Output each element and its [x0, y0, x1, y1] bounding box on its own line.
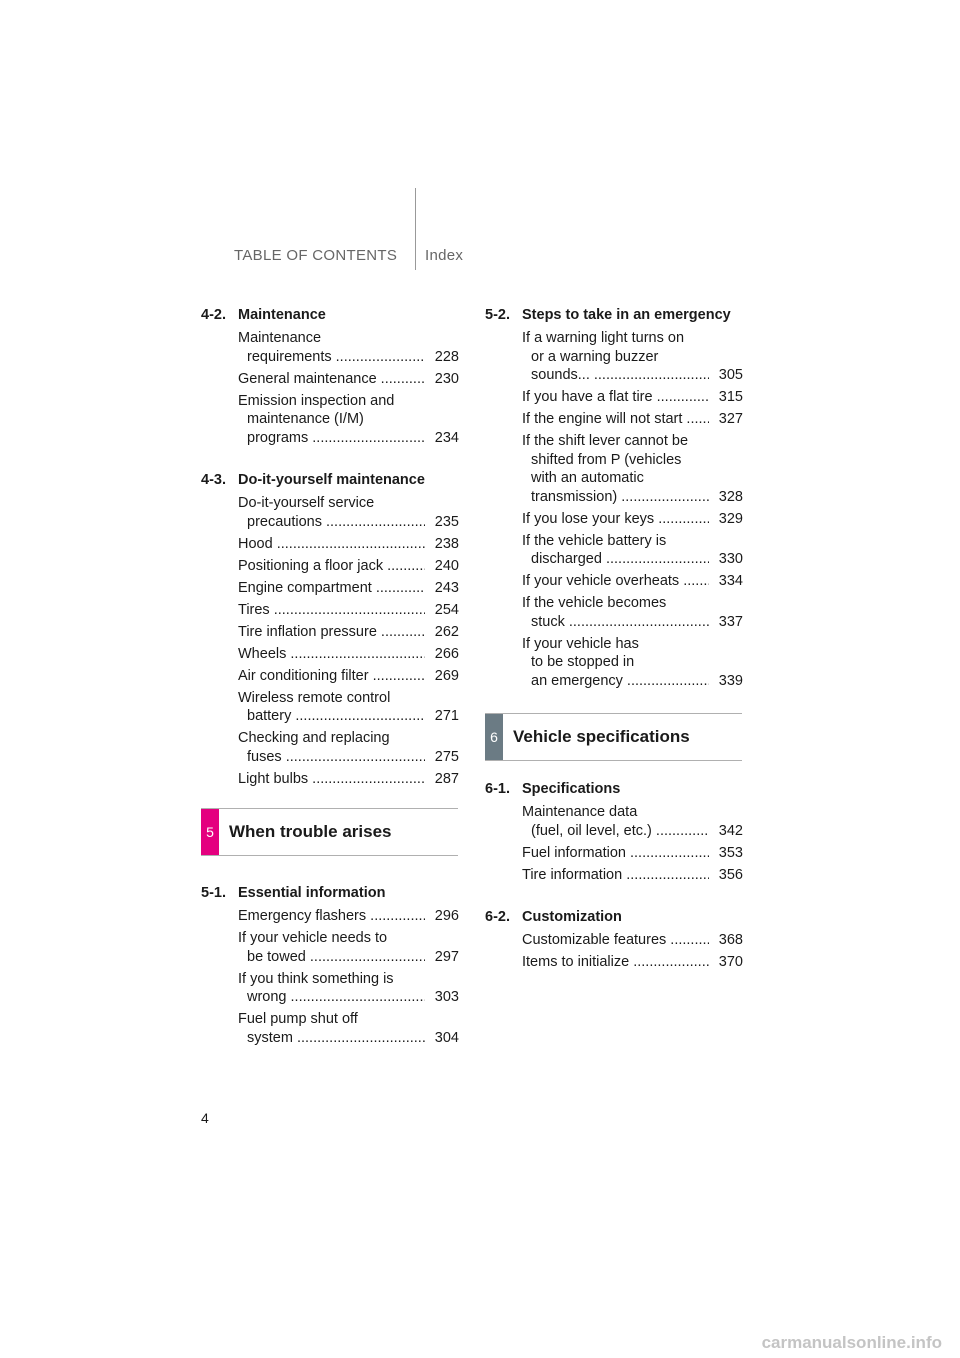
section-number: 4-2.	[201, 307, 226, 323]
entry-label-line: If your vehicle has	[522, 635, 639, 652]
toc-entry[interactable]	[522, 931, 743, 950]
toc-entry[interactable]	[238, 494, 459, 531]
section-title	[201, 471, 459, 489]
entry-label-line: If a warning light turns on	[522, 330, 685, 346]
entry-page-number: 305	[718, 367, 743, 383]
entry-label	[522, 803, 709, 840]
entry-page-number: 356	[718, 866, 743, 883]
entry-label	[522, 572, 709, 591]
toc-entry[interactable]	[238, 329, 459, 366]
entry-label-line: If the vehicle becomes	[522, 595, 667, 611]
entry-list	[485, 803, 743, 884]
nav-divider	[415, 188, 416, 270]
entry-label	[522, 931, 709, 950]
entry-label	[238, 535, 425, 554]
entry-label	[238, 645, 425, 664]
entry-label	[238, 494, 425, 531]
entry-label-line: If the shift lever cannot be	[522, 433, 689, 449]
entry-page-number: 271	[434, 708, 459, 724]
entry-page-number: 328	[718, 488, 743, 505]
entry-page-number: 275	[434, 748, 459, 765]
entry-label	[522, 953, 709, 972]
entry-page-number: 329	[718, 510, 743, 527]
entry-label	[522, 432, 709, 506]
entry-label	[522, 635, 709, 691]
toc-entry[interactable]	[238, 370, 459, 389]
entry-label	[238, 370, 425, 389]
section-number: 5-2.	[485, 307, 510, 323]
entry-label	[522, 844, 709, 863]
entry-label-line: wrong .....	[238, 988, 425, 1007]
entry-list	[485, 329, 743, 690]
section-title	[201, 884, 459, 902]
right-sections	[485, 306, 743, 690]
toc-entry[interactable]	[238, 729, 459, 766]
entry-page-number: 262	[434, 623, 459, 640]
entry-label	[238, 970, 425, 1007]
entry-label	[522, 329, 709, 385]
entry-label	[238, 392, 425, 448]
entry-label-line: Tires .....	[238, 601, 425, 620]
section-title-text: Steps to take in an emergency	[522, 307, 731, 323]
toc-entry[interactable]	[238, 557, 459, 576]
entry-label-line: discharged .....	[522, 550, 709, 569]
entry-label	[522, 510, 709, 529]
entry-label-line: or a warning buzzer	[531, 348, 659, 365]
section-number: 6-2.	[485, 909, 510, 925]
entry-page-number: 353	[718, 844, 743, 861]
entry-label	[238, 623, 425, 642]
entry-label-line: Checking and replacing	[238, 730, 390, 746]
entry-label-line: maintenance (I/M)	[247, 411, 364, 427]
entry-list	[201, 494, 459, 788]
entry-label	[522, 866, 709, 885]
entry-label-line: Wheels .....	[238, 645, 425, 664]
chapter-6-header[interactable]	[485, 713, 742, 761]
entry-page-number: 315	[718, 389, 743, 405]
entry-label-line: shifted from P (vehicles	[531, 451, 682, 468]
entry-label-line: If your vehicle overheats .....	[522, 572, 709, 591]
toc-entry[interactable]	[522, 866, 743, 885]
entry-label-line: to be stopped in	[531, 654, 635, 670]
entry-label	[522, 532, 709, 569]
entry-label-line: Tire inflation pressure .....	[238, 623, 425, 642]
entry-label-line: Do-it-yourself service	[238, 495, 375, 511]
entry-label-line: If you think something is	[238, 970, 394, 987]
entry-page-number: 228	[434, 348, 459, 365]
entry-page-number: 303	[434, 989, 459, 1005]
entry-label	[522, 410, 709, 429]
toc-entry[interactable]	[238, 689, 459, 726]
chapter-6-tab: 6	[485, 714, 503, 760]
entry-label-line: requirements .....	[238, 348, 425, 367]
entry-label-line: (fuel, oil level, etc.) .....	[522, 822, 709, 841]
entry-page-number: 330	[718, 551, 743, 567]
chapter-6-title: Vehicle specifications	[513, 727, 690, 746]
entry-page-number: 235	[434, 513, 459, 530]
index-link[interactable]: Index	[425, 247, 464, 264]
entry-label-line: an emergency .....	[522, 672, 709, 691]
entry-label-line: Items to initialize .....	[522, 953, 709, 972]
toc-entry[interactable]	[522, 432, 743, 506]
section-title-text: Customization	[522, 909, 622, 925]
entry-page-number: 337	[718, 613, 743, 630]
entry-label-line: Emergency flashers .....	[238, 907, 425, 926]
entry-label-line: If you lose your keys .....	[522, 510, 709, 529]
entry-label-line: If you have a flat tire .....	[522, 388, 709, 407]
toc-entry[interactable]	[238, 535, 459, 554]
toc-entry[interactable]	[238, 770, 459, 789]
entry-page-number: 240	[434, 557, 459, 574]
toc-entry[interactable]	[522, 594, 743, 631]
entry-label-line: Tire information .....	[522, 866, 709, 885]
section-title	[485, 780, 743, 798]
toc-section	[485, 780, 743, 884]
entry-label	[238, 689, 425, 726]
entry-label	[238, 729, 425, 766]
nav-toc	[234, 247, 397, 267]
toc-entry[interactable]	[522, 953, 743, 972]
entry-page-number: 334	[718, 573, 743, 589]
entry-label-line: transmission) .....	[522, 488, 709, 507]
toc-entry[interactable]	[522, 329, 743, 385]
toc-entry[interactable]	[238, 1010, 459, 1047]
entry-label-line: Fuel pump shut off	[238, 1011, 358, 1027]
section-number: 4-3.	[201, 472, 226, 488]
entry-label-line: Light bulbs .....	[238, 770, 425, 789]
page-number: 4	[201, 1110, 209, 1126]
toc-entry[interactable]	[238, 970, 459, 1007]
toc-entry[interactable]	[522, 410, 743, 429]
nav-index	[425, 247, 463, 267]
entry-label-line: Hood .....	[238, 535, 425, 554]
watermark: carmanualsonline.info	[761, 1333, 942, 1352]
section-title-text: Do-it-yourself maintenance	[238, 472, 425, 488]
chapter-5-header[interactable]	[201, 808, 458, 856]
toc-entry[interactable]	[522, 844, 743, 863]
entry-label-line: Maintenance data	[522, 804, 638, 820]
entry-label-line: be towed .....	[238, 948, 425, 967]
section-number: 5-1.	[201, 885, 226, 901]
entry-label	[238, 929, 425, 966]
toc-entry[interactable]	[522, 803, 743, 840]
toc-entry[interactable]	[238, 929, 459, 966]
entry-list	[201, 329, 459, 447]
entry-page-number: 254	[434, 601, 459, 618]
entry-label-line: Customizable features .....	[522, 931, 709, 950]
section-title	[201, 306, 459, 324]
toc-section	[201, 471, 459, 788]
entry-label-line: If the engine will not start .....	[522, 410, 709, 429]
entry-label-line: sounds... .....	[522, 366, 709, 385]
toc-entry[interactable]	[238, 907, 459, 926]
entry-page-number: 234	[434, 429, 459, 446]
toc-entry[interactable]	[522, 388, 743, 407]
entry-page-number: 339	[718, 672, 743, 689]
toc-entry[interactable]	[522, 635, 743, 691]
section-number: 6-1.	[485, 781, 510, 797]
entry-label	[238, 329, 425, 366]
toc-section	[485, 908, 743, 972]
entry-page-number: 230	[434, 370, 459, 387]
entry-label	[238, 667, 425, 686]
left-sections-after	[201, 884, 459, 1071]
entry-label-line: Wireless remote control	[238, 689, 391, 706]
entry-page-number: 287	[434, 770, 459, 787]
entry-page-number: 342	[718, 822, 743, 839]
entry-label-line: Fuel information .....	[522, 844, 709, 863]
section-title	[485, 908, 743, 926]
toc-link[interactable]: TABLE OF CONTENTS	[234, 247, 398, 264]
right-sections-after	[485, 780, 743, 996]
entry-page-number: 370	[718, 954, 743, 970]
entry-label-line: Air conditioning filter .....	[238, 667, 425, 686]
entry-label-line: fuses .....	[238, 748, 425, 767]
left-sections	[201, 306, 459, 788]
toc-section	[485, 306, 743, 690]
toc-entry[interactable]	[238, 623, 459, 642]
entry-page-number: 296	[434, 908, 459, 924]
entry-label-line: with an automatic	[531, 470, 644, 486]
entry-label-line: If your vehicle needs to	[238, 930, 388, 946]
entry-label-line: Maintenance	[238, 330, 322, 346]
toc-entry[interactable]	[522, 510, 743, 529]
toc-section	[201, 306, 459, 447]
entry-page-number: 269	[434, 667, 459, 684]
entry-label	[238, 770, 425, 789]
toc-section	[201, 884, 459, 1047]
section-title-text: Specifications	[522, 781, 621, 797]
toc-entry[interactable]	[238, 645, 459, 664]
entry-label-line: stuck .....	[522, 613, 709, 632]
toc-entry[interactable]	[522, 572, 743, 591]
entry-page-number: 297	[434, 948, 459, 965]
entry-page-number: 327	[718, 411, 743, 427]
entry-list	[485, 931, 743, 972]
entry-page-number: 368	[718, 932, 743, 948]
toc-entry[interactable]	[238, 579, 459, 598]
toc-entry[interactable]	[238, 392, 459, 448]
entry-label-line: Engine compartment .....	[238, 579, 425, 598]
entry-label	[238, 1010, 425, 1047]
entry-label	[238, 601, 425, 620]
entry-label-line: If the vehicle battery is	[522, 532, 667, 549]
entry-label-line: precautions .....	[238, 513, 425, 532]
entry-label	[238, 907, 425, 926]
entry-label	[522, 388, 709, 407]
chapter-5-tab: 5	[201, 809, 219, 855]
entry-page-number: 266	[434, 645, 459, 662]
entry-page-number: 304	[434, 1029, 459, 1046]
entry-label-line: programs .....	[238, 429, 425, 448]
entry-label-line: Positioning a floor jack .....	[238, 557, 425, 576]
toc-entry[interactable]	[238, 601, 459, 620]
section-title-text: Maintenance	[238, 307, 326, 323]
entry-label	[238, 579, 425, 598]
toc-entry[interactable]	[522, 532, 743, 569]
entry-label-line: Emission inspection and	[238, 392, 395, 409]
entry-page-number: 243	[434, 579, 459, 596]
entry-page-number: 238	[434, 535, 459, 552]
entry-label-line: battery .....	[238, 707, 425, 726]
entry-list	[201, 907, 459, 1047]
toc-entry[interactable]	[238, 667, 459, 686]
section-title	[485, 306, 743, 324]
entry-label	[238, 557, 425, 576]
chapter-5-title: When trouble arises	[229, 822, 392, 841]
entry-label	[522, 594, 709, 631]
section-title-text: Essential information	[238, 885, 386, 901]
entry-label-line: system .....	[238, 1029, 425, 1048]
entry-label-line: General maintenance .....	[238, 370, 425, 389]
